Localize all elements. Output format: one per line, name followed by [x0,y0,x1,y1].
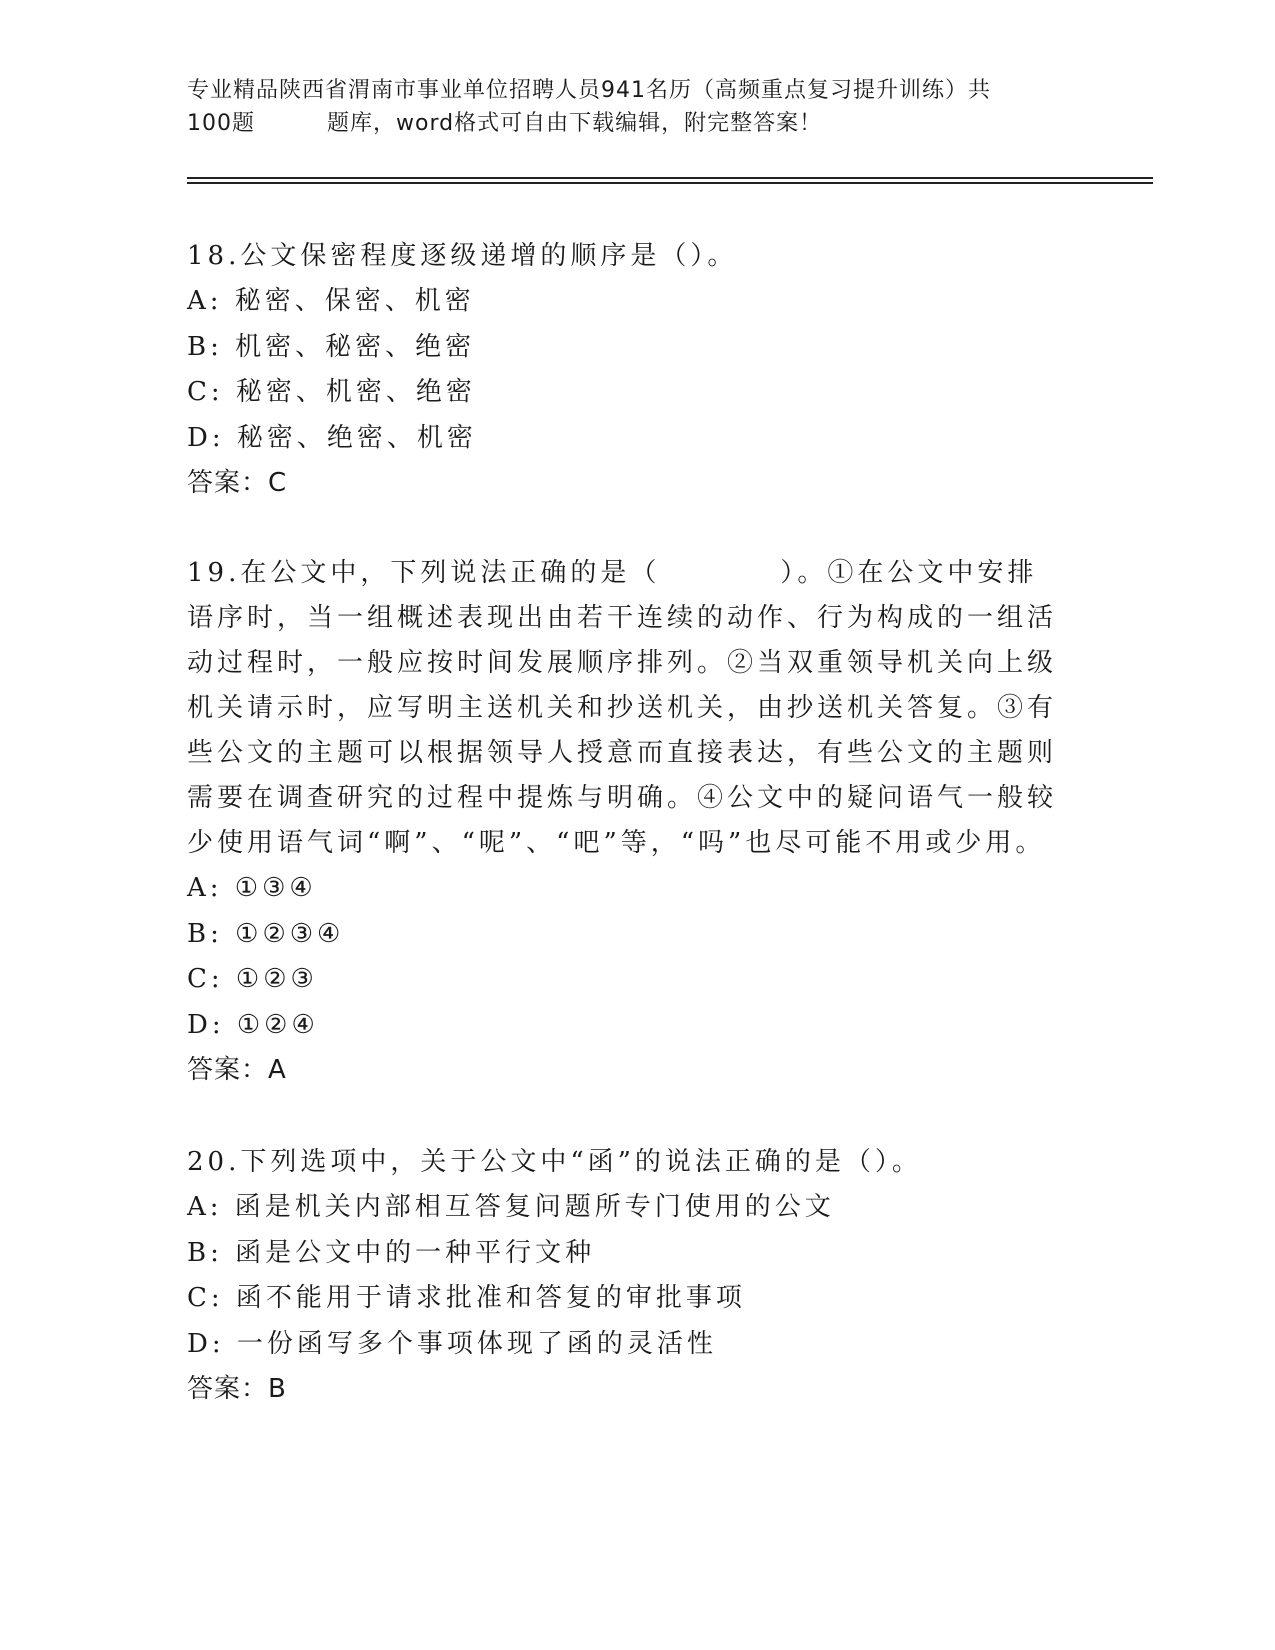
option-b: B: 函是公文中的一种平行文种 [187,1237,596,1268]
question-20 [187,1140,1087,1412]
option-c: C: 函不能用于请求批准和答复的审批事项 [187,1283,746,1313]
option-d: D: 秘密、绝密、机密 [187,422,477,453]
answer: 答案：C [187,468,288,498]
header-line-1: 专业精品陕西省渭南市事业单位招聘人员941名历（高频重点复习提升训练）共 [187,78,991,103]
option-d: D: ①②④ [187,1009,319,1040]
option-d: D: 一份函写多个事项体现了函的灵活性 [187,1328,717,1359]
option-b: B: ①②③④ [187,918,345,949]
header-question-count: 100题 [187,111,255,136]
question-stem: 18.公文保密程度逐级递增的顺序是（）。 [187,241,738,271]
option-c: C: ①②③ [187,964,318,994]
header-divider-bottom [187,182,1153,184]
question-stem: 20.下列选项中，关于公文中“函”的说法正确的是（）。 [187,1147,922,1177]
option-a: A: ①③④ [187,873,317,903]
header-description: 题库，word格式可自由下载编辑，附完整答案！ [327,111,823,136]
option-b: B: 机密、秘密、绝密 [187,331,476,362]
header-divider-top [187,177,1153,179]
question-19 [187,551,1087,1093]
document-header [187,74,1067,140]
answer: 答案：B [187,1374,287,1404]
header-line-2 [187,107,1067,140]
option-c: C: 秘密、机密、绝密 [187,377,476,407]
answer: 答案：A [187,1055,287,1085]
option-a: A: 函是机关内部相互答复问题所专门使用的公文 [187,1192,835,1222]
option-a: A: 秘密、保密、机密 [187,286,475,316]
question-18 [187,234,1087,506]
question-stem: 19.在公文中，下列说法正确的是（ ）。①在公文中安排语序时，当一组概述表现出由若干连续的动作、行为构成的一组活动过程时，一般应按时间发展顺序排列。②当双重领导机关向上级机关请示时，应写明主送机关和抄送机关，由抄送机关答复。③有些公文的主题可以根据领导人授意而直接表达，有些公文的主题则需要在调查研究的过程中提炼与明确。④公文中的疑问语气一般较少使用语气词“啊”、“呢”、“吧”等，“吗”也尽可能不用或少用。 [187,558,1058,858]
